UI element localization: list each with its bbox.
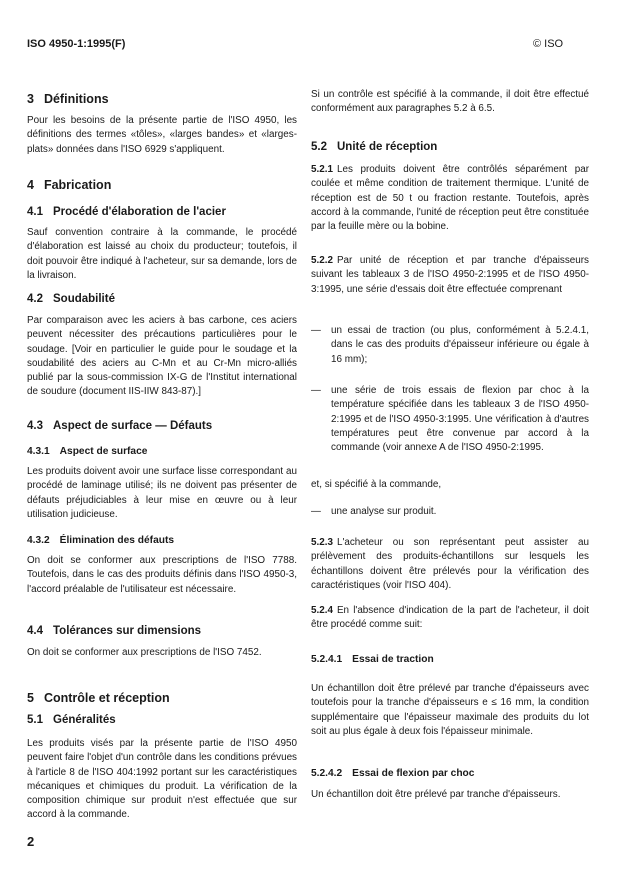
heading-5-1: 5.1 Généralités (27, 714, 116, 726)
heading-4: 4 Fabrication (27, 178, 112, 192)
document-id: ISO 4950-1:1995(F) (27, 38, 126, 50)
paragraph-4-3-2: On doit se conformer aux prescriptions de l'ISO 7788. Toutefois, dans le cas des produits définis dans l'ISO 4950-3, l'accord préalable de l'utilisateur est nécessaire. (27, 555, 297, 595)
paragraph-5-2-2: 5.2.2 Par unité de réception et par tranche d'épaisseurs suivant les tableaux 3 de l'ISO 4950-2:1995 et de l'ISO 4950-3:1995, une série d'essais doit être effectuée comprenant (311, 255, 589, 295)
paragraph-3: Pour les besoins de la présente partie de l'ISO 4950, les définitions des termes «tôles», «larges bandes» et «larges-plats» données dans l'ISO 6929 s'appliquent. (27, 115, 297, 155)
list-item: — une série de trois essais de flexion par choc à la température spécifiée dans les tableaux 3 de l'ISO 4950-2:1995 et de l'ISO 4950-3:1995. Une vérification à d'autres températures peut être convenue par accord à la commande (voir annexe A de l'ISO 4950-2:1995. (311, 385, 589, 454)
paragraph-4-1: Sauf convention contraire à la commande, le procédé d'élaboration est laissé au choix du producteur; toutefois, il doit pouvoir être indiqué à l'acheteur, sur sa demande, lors de la livraison. (27, 227, 297, 281)
heading-4-3: 4.3 Aspect de surface — Défauts (27, 420, 213, 432)
paragraph-5-2-1: 5.2.1 Les produits doivent être contrôlés séparément par coulée et même condition de traitement thermique. L'unité de réception est de 50 t ou fraction restante. Toutefois, après accord à la commande, l'unité de réception peut être constituée par la feuille mère ou la bobine. (311, 164, 589, 233)
page-number: 2 (27, 834, 35, 849)
paragraph-5-2-4-2: Un échantillon doit être prélevé par tranche d'épaisseurs. (311, 789, 561, 800)
paragraph-etsi: et, si spécifié à la commande, (311, 479, 442, 490)
heading-5-2-4-2: 5.2.4.2 Essai de flexion par choc (311, 768, 475, 779)
heading-5: 5 Contrôle et réception (27, 691, 170, 705)
list-item: — un essai de traction (ou plus, conformément à 5.2.4.1, dans le cas des produits d'épaisseur inférieure ou égale à 16 mm); (311, 325, 589, 365)
paragraph-5-1: Les produits visés par la présente partie de l'ISO 4950 peuvent faire l'objet d'un contrôle dans les conditions prévues à l'article 8 de l'ISO 404:1992 portant sur les caractéristiques mécaniques et chimiques du produit. La vérification de la composition chimique sur produit n'est effectuée que sur accord à la commande. (27, 738, 297, 821)
heading-5-2-4-1: 5.2.4.1 Essai de traction (311, 654, 434, 665)
heading-3: 3 Définitions (27, 92, 109, 106)
list-item: — une analyse sur produit. (311, 506, 437, 517)
heading-4-1: 4.1 Procédé d'élaboration de l'acier (27, 206, 226, 218)
paragraph-4-4: On doit se conformer aux prescriptions de l'ISO 7452. (27, 647, 262, 658)
paragraph-5-2-4-1: Un échantillon doit être prélevé par tranche d'épaisseurs avec toutefois pour la tranche d'épaisseurs e ≤ 16 mm, la condition supplémentaire que l'épaisseur maximale des produits du lot soit au plus égale à deux fois l'épaisseur minimale. (311, 683, 589, 737)
heading-4-3-2: 4.3.2 Élimination des défauts (27, 535, 175, 546)
copyright-mark: © ISO (533, 38, 564, 50)
heading-5-2: 5.2 Unité de réception (311, 141, 438, 153)
paragraph-5-2-4: 5.2.4 En l'absence d'indication de la part de l'acheteur, il doit être procédé comme suit: (311, 605, 589, 631)
paragraph-5-2-3: 5.2.3 L'acheteur ou son représentant peut assister au prélèvement des produits-échantillons sur lesquels les échantillons doivent être prélevés pour la vérification des caractéristiques (voir l'ISO 404). (311, 537, 589, 591)
paragraph-4-2: Par comparaison avec les aciers à bas carbone, ces aciers peuvent nécessiter des précautions particulières pour le soudage. [Voir en particulier le guide pour le soudage et la soudabilité des aciers au C-Mn et au Cr-Mn micro-alliés publié par la sous-commission IX-G de l'Institut international de soudure (document IIS-IIW 843-87).] (27, 315, 297, 398)
heading-4-2: 4.2 Soudabilité (27, 293, 115, 305)
heading-4-4: 4.4 Tolérances sur dimensions (27, 625, 202, 637)
paragraph-intro: Si un contrôle est spécifié à la commande, il doit être effectué conformément aux paragraphes 5.2 à 6.5. (311, 89, 589, 115)
heading-4-3-1: 4.3.1 Aspect de surface (27, 446, 148, 457)
paragraph-4-3-1: Les produits doivent avoir une surface lisse correspondant au procédé de laminage utilisé; ils ne doivent pas présenter de défauts préjudiciables à leur mise en œuvre ou à leur utilisation judicieuse. (27, 466, 297, 520)
